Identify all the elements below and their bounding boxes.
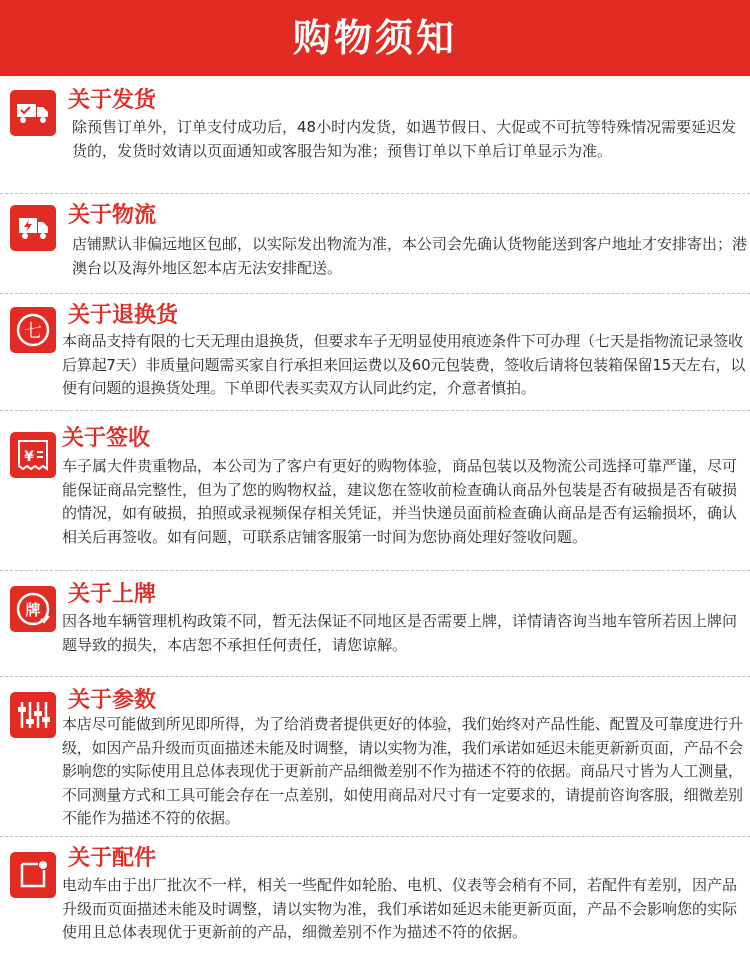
- section-text: 电动车由于出厂批次不一样，相关一些配件如轮胎、电机、仪表等会稍有不同，若配件有差别，因产品升级而页面描述未能及时调整，请以实物为准，我们承诺如延迟未能更新页面，产品不会影响您的实际使用且总体表现优于更新前的产品，细微差别不作为描述不符的依据。: [62, 876, 738, 941]
- section-shipping: [0, 86, 750, 192]
- section-title: 关于配件: [68, 846, 157, 871]
- section-title: 关于物流: [68, 203, 157, 228]
- seven-days-icon: [10, 307, 56, 353]
- delivery-truck-icon: [10, 90, 56, 136]
- section-title: 关于退换货: [68, 303, 179, 328]
- section-text: 车子属大件贵重物品，本公司为了客户有更好的购物体验，商品包装以及物流公司选择可靠严谨，尽可能保证商品完整性，但为了您的购物权益，建议您在签收前检查确认商品外包装是否有破损是否有破损的情况，如有破损，拍照或录视频保存相关凭证，并当快递员面前检查确认商品是否有运输损坏，确认相关后再签收。如有问题，可联系店铺客服第一时间为您协商处理好签收问题。: [62, 457, 738, 546]
- section-title: 关于发货: [68, 88, 157, 113]
- svg-text:七: 七: [24, 321, 42, 342]
- section-divider: [0, 293, 750, 294]
- header-banner: [0, 0, 750, 76]
- section-divider: [0, 193, 750, 194]
- accessory-box-icon: [10, 852, 56, 898]
- section-signing: [0, 424, 750, 572]
- section-text: 除预售订单外，订单支付成功后，48小时内发货，如遇节假日、大促或不可抗等特殊情况需要延迟发货的，发货时效请以页面通知或客服告知为准；预售订单以下单后订单显示为准。: [72, 118, 737, 160]
- section-divider: [0, 570, 750, 571]
- page-title: 购物须知: [292, 16, 457, 60]
- section-text: 因各地车辆管理机构政策不同，暂无法保证不同地区是否需要上牌，详情请咨询当地车管所若因上牌问题导致的损失，本店恕不承担任何责任，请您谅解。: [62, 612, 738, 654]
- section-divider: [0, 410, 750, 411]
- svg-text:牌: 牌: [25, 601, 41, 619]
- section-text: 本店尽可能做到所见即所得，为了给消费者提供更好的体验，我们始终对产品性能、配置及可靠度进行升级，如因产品升级而页面描述未能及时调整，请以实物为准，我们承诺如延迟未能更新新页面，产品不会影响您的实际使用且总体表现优于更新前产品细微差别不作为描述不符的依据。商品尺寸皆为人工测量，不同测量方式和工具可能会存在一点差别，如使用商品对尺寸有一定要求的，请提前咨询客服，细微差别不能作为描述不符的依据。: [62, 715, 743, 827]
- svg-text:¥: ¥: [24, 449, 34, 465]
- section-title: 关于参数: [68, 688, 157, 713]
- section-divider: [0, 836, 750, 837]
- logistics-truck-icon: [10, 205, 56, 251]
- section-text: 本商品支持有限的七天无理由退换货，但要求车子无明显使用痕迹条件下可办理（七天是指物流记录签收后算起7天）非质量问题需买家自行承担来回运费以及60元包装费，签收后请将包装箱保留15天左右，以便有问题的退换货处理。下单即代表买卖双方认同此约定，介意者慎拍。: [62, 332, 746, 397]
- license-plate-icon: [10, 586, 56, 632]
- section-returns: [0, 301, 750, 409]
- section-parameters: [0, 686, 750, 834]
- section-title: 关于签收: [62, 426, 151, 451]
- receipt-icon: [10, 432, 56, 478]
- section-logistics: [0, 201, 750, 287]
- section-accessories: [0, 844, 750, 960]
- section-divider: [0, 676, 750, 677]
- section-title: 关于上牌: [68, 582, 157, 607]
- section-license: [0, 580, 750, 666]
- sliders-icon: [10, 692, 56, 738]
- section-text: 店铺默认非偏远地区包邮，以实际发出物流为准，本公司会先确认货物能送到客户地址才安排寄出；港澳台以及海外地区恕本店无法安排配送。: [72, 235, 748, 277]
